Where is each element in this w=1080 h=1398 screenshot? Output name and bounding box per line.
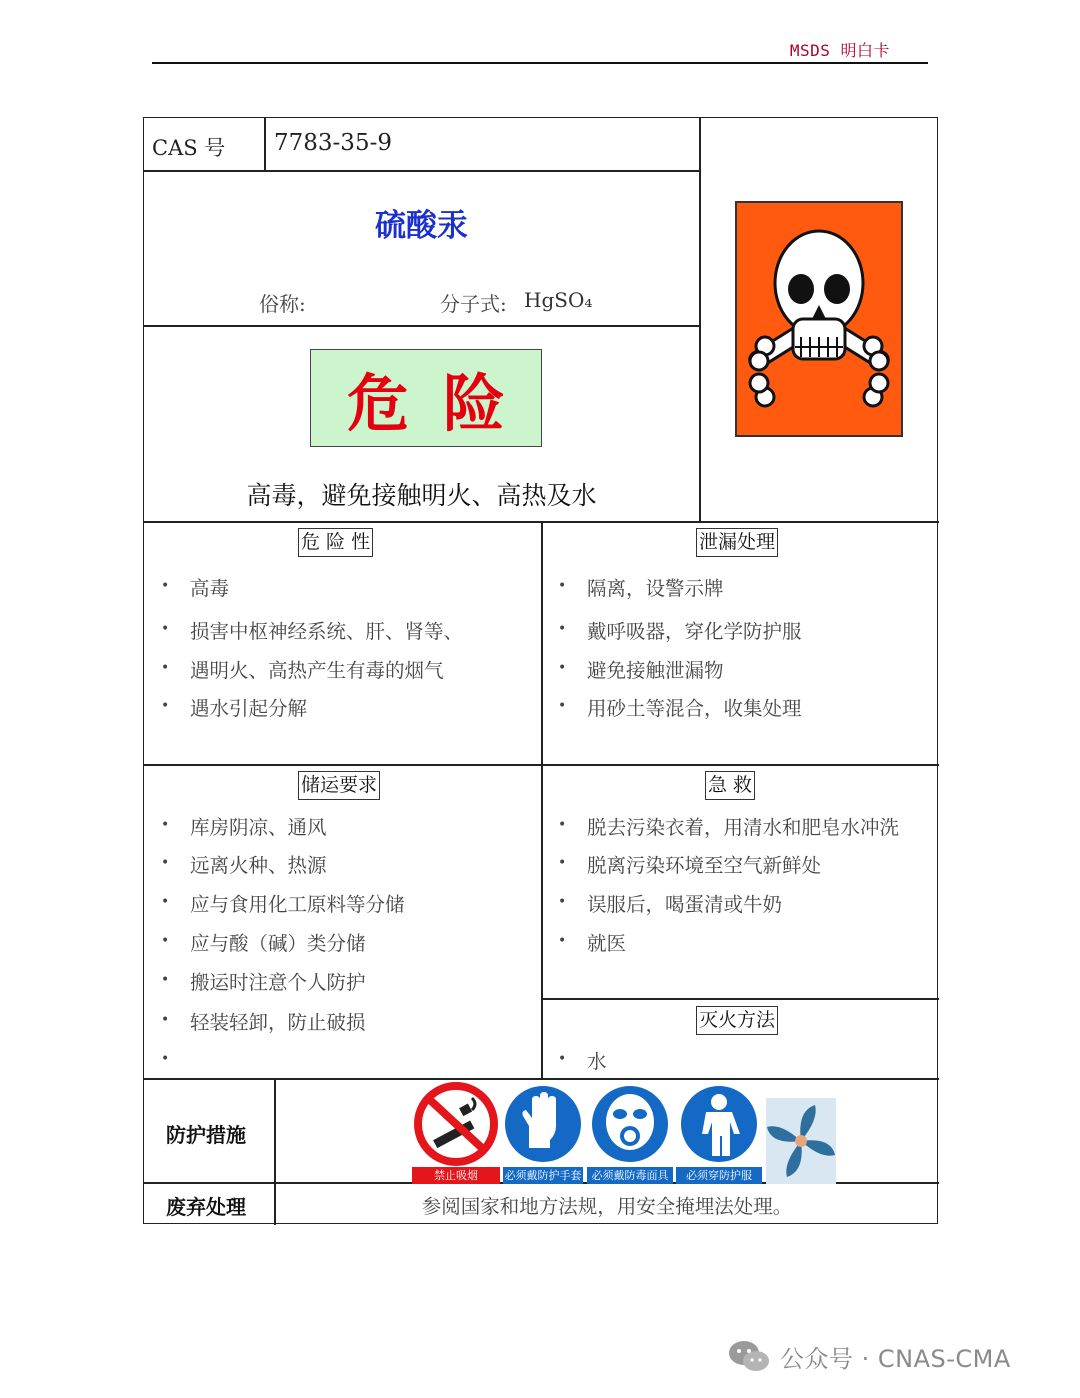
section-title-leak: 泄漏处理: [696, 528, 778, 557]
sign-caption: 必须戴防护手套: [504, 1169, 582, 1182]
list-item: 遇明火、高热产生有毒的烟气: [190, 659, 444, 682]
msds-card: [143, 117, 938, 1224]
bullet: •: [161, 660, 170, 676]
protective-suit-sign: [676, 1082, 762, 1184]
warning-text: 高毒，避免接触明火、高热及水: [246, 481, 597, 510]
list-item: 戴呼吸器，穿化学防护服: [587, 620, 802, 643]
divider: [264, 118, 266, 170]
bullet: •: [558, 894, 567, 910]
list-item: 高毒: [190, 577, 230, 600]
section-title-first-aid: 急 救: [705, 771, 755, 800]
bullet: •: [161, 698, 170, 714]
bullet: •: [161, 855, 170, 871]
section-title-storage: 储运要求: [298, 771, 380, 800]
bullet: •: [161, 933, 170, 949]
watermark: [728, 1338, 1011, 1374]
ventilation-icon: [766, 1098, 836, 1184]
cas-label: CAS 号: [152, 136, 226, 160]
bullet: •: [161, 621, 170, 637]
bullet: •: [558, 660, 567, 676]
list-item: 应与酸（碱）类分储: [190, 932, 366, 955]
danger-label: 危险: [346, 366, 539, 440]
bullet: •: [558, 698, 567, 714]
alias-label: 俗称:: [259, 292, 306, 316]
list-item: 隔离，设警示牌: [587, 577, 724, 600]
bullet: •: [161, 1051, 170, 1067]
gas-mask-sign: [587, 1082, 673, 1184]
divider: [541, 521, 543, 1078]
bullet: •: [558, 621, 567, 637]
list-item: 库房阴凉、通风: [190, 816, 327, 839]
cas-value: 7783-35-9: [274, 130, 392, 156]
section-title-hazards: 危 险 性: [298, 528, 373, 557]
bullet: •: [558, 578, 567, 594]
list-item: 应与食用化工原料等分储: [190, 893, 405, 916]
bullet: •: [558, 1051, 567, 1067]
sign-caption: 必须戴防毒面具: [587, 1167, 673, 1184]
bullet: •: [161, 578, 170, 594]
protective-suit-icon: [676, 1082, 762, 1166]
sign-caption: 禁止吸烟: [412, 1167, 500, 1184]
section-title-fire: 灭火方法: [696, 1006, 778, 1035]
wechat-icon: [728, 1339, 770, 1373]
list-item: 水: [587, 1050, 607, 1073]
list-item: 遇水引起分解: [190, 697, 308, 720]
divider: [699, 118, 701, 521]
list-item: 脱去污染衣着，用清水和肥皂水冲洗: [587, 816, 900, 839]
bullet: •: [161, 1012, 170, 1028]
bullet: •: [161, 894, 170, 910]
no-smoking-icon: [412, 1082, 500, 1166]
bullet: •: [558, 933, 567, 949]
list-item: 远离火种、热源: [190, 854, 327, 877]
list-item: 避免接触泄漏物: [587, 659, 724, 682]
header-rule: [152, 62, 928, 64]
no-smoking-sign: [412, 1082, 500, 1184]
list-item: 就医: [587, 932, 627, 955]
divider: [144, 325, 699, 327]
header-title: MSDS 明白卡: [789, 41, 890, 60]
list-item: 误服后，喝蛋清或牛奶: [587, 893, 783, 916]
divider: [541, 998, 939, 1000]
chemical-name: 硫酸汞: [375, 208, 468, 244]
sign-caption: 必须穿防护服: [676, 1167, 762, 1184]
formula-label: 分子式:: [440, 292, 507, 316]
watermark-text: 公众号 · CNAS-CMA: [780, 1344, 1011, 1373]
list-item: 损害中枢神经系统、肝、肾等、: [190, 620, 464, 643]
toxic-skull-icon: [735, 201, 903, 437]
bullet: •: [558, 855, 567, 871]
bullet: •: [161, 972, 170, 988]
gas-mask-icon: [587, 1082, 673, 1166]
list-item: 轻装轻卸，防止破损: [190, 1011, 366, 1034]
protection-label: 防护措施: [166, 1123, 246, 1147]
fan-picture: [766, 1098, 836, 1184]
divider: [144, 170, 699, 172]
disposal-label: 废弃处理: [166, 1195, 246, 1219]
bullet: •: [161, 817, 170, 833]
list-item: 搬运时注意个人防护: [190, 971, 366, 994]
list-item: 脱离污染环境至空气新鲜处: [587, 854, 822, 877]
danger-badge: [310, 349, 542, 447]
disposal-text: 参阅国家和地方法规，用安全掩埋法处理。: [421, 1195, 793, 1218]
divider: [144, 1078, 939, 1080]
gloves-sign: [503, 1082, 583, 1184]
gloves-icon: [503, 1082, 583, 1166]
formula-value: HgSO₄: [524, 288, 593, 312]
bullet: •: [558, 817, 567, 833]
list-item: 用砂土等混合，收集处理: [587, 697, 802, 720]
